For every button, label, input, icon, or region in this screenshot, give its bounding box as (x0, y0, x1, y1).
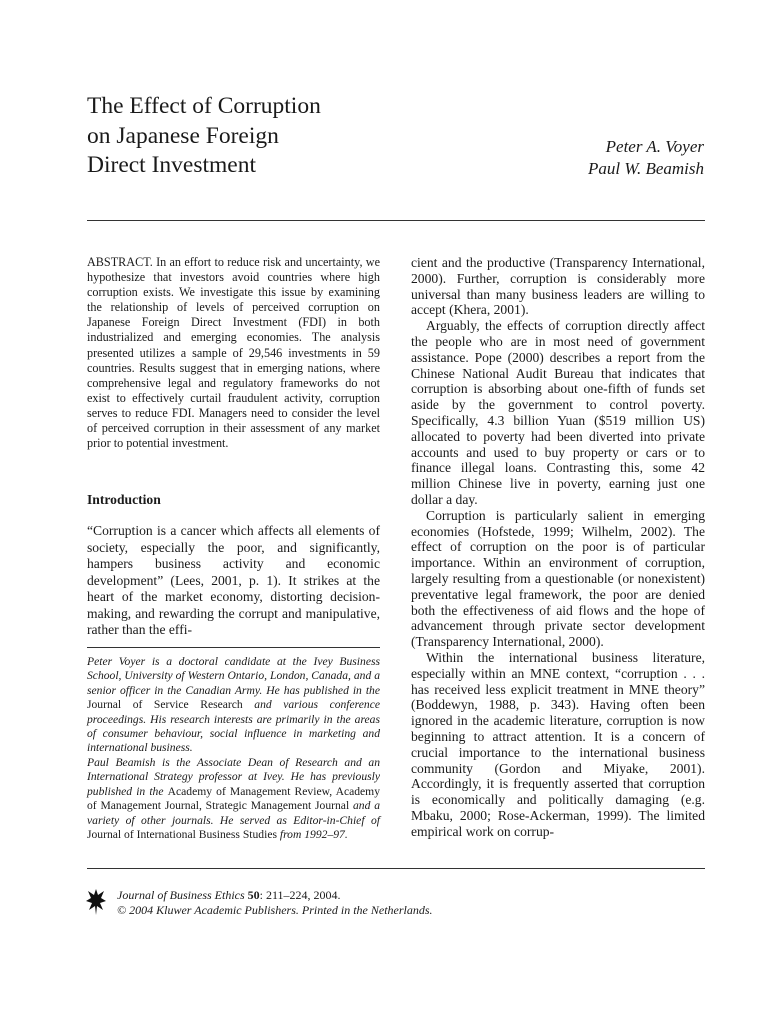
paragraph: Corruption is particularly salient in emerging economies (Hofstede, 1999; Wilhelm, 2002). The effect of corruption on the poor is of particular importance. Within an environment of corruption, largely resulting from a questionable (or nonexistent) preventative legal framework, the poor are denied both the effectiveness of aid flows and the hope of advancement through private sector development (Transparency International, 2000). (411, 507, 705, 650)
footnote-journal: Journal of Service Research (87, 698, 243, 712)
section-heading: Introduction (87, 492, 161, 507)
footer-divider (87, 868, 705, 869)
footnote-author-1 (87, 655, 380, 756)
author-name: Paul W. Beamish (587, 159, 704, 178)
footnote-text: and a variety of other journals. He served as Editor-in-Chief of (87, 799, 380, 827)
article-title (87, 92, 417, 181)
intro-text: “Corruption is a cancer which affects all elements of society, especially the poor, and significantly, hampers business activity and economic development” (Lees, 2001, p. 1). It strikes at the heart of the market economy, distorting decision-making, and rewarding the corrupt and manipulative, rather than the effi- (87, 523, 380, 637)
journal-name: Journal of Business Ethics (117, 888, 245, 902)
header-divider (87, 220, 705, 221)
footnote-text: Peter Voyer is a doctoral candidate at the Ivey Business School, University of Western Ontario, London, Canada, and a senior officer in the Canadian Army. He has published in the (87, 655, 380, 697)
journal-citation (117, 888, 433, 918)
title-line: Direct Investment (87, 152, 257, 178)
footnote-text: from 1992–97. (276, 828, 348, 842)
author-name: Peter A. Voyer (605, 137, 704, 156)
intro-paragraph (87, 523, 380, 639)
title-line: The Effect of Corruption (87, 93, 321, 119)
publisher-logo-icon (85, 887, 107, 917)
footnote-divider (87, 647, 380, 648)
title-line: on Japanese Foreign (87, 122, 279, 149)
abstract-text: ABSTRACT. In an effort to reduce risk and uncertainty, we hypothesize that investors avoid countries where high corruption exists. We investigate this issue by examining the relationship of levels of perceived corruption on Japanese Foreign Direct Investment (FDI) in both industrialized and emerging economies. The analysis presented utilizes a sample of 29,546 investments in 59 countries. Results suggest that in emerging nations, where comprehensive legal and regulatory frameworks do not exist to effectively curtail fraudulent activity, corruption serves to reduce FDI. Managers need to consider the level of perceived corruption in their assessment of any market prior to potential investment. (87, 255, 380, 451)
abstract (87, 255, 380, 451)
paragraph: cient and the productive (Transparency International, 2000). Further, corruption is considerably more universal than many business leaders are willing to accept (Khera, 2001). (411, 255, 705, 318)
copyright-line: © 2004 Kluwer Academic Publishers. Printed in the Netherlands. (117, 903, 433, 917)
journal-volume: 50 (247, 888, 260, 902)
footnote-author-2 (87, 756, 380, 842)
author-list (588, 136, 704, 180)
journal-pages: : 211–224, 2004. (259, 888, 341, 902)
footnote-text: and various conference proceedings. His research interests are primarily in the areas of consumer behaviour, social influence in marketing and international business. (87, 698, 380, 755)
right-column (411, 255, 705, 839)
footnote-journal: Journal of International Business Studies (87, 828, 277, 842)
paragraph: Arguably, the effects of corruption directly affect the people who are in most need of government assistance. Pope (2000) describes a report from the Chinese National Audit Bureau that indicates that corruption is absorbing about one-fifth of funds set aside by the government to control poverty. Specifically, 4.3 billion Yuan ($519 million US) allocated to poverty had been diverted into private accounts and used to buy property or cars or to finance illegal loans. Contrasting this, some 42 million Chinese live in poverty, earning just one dollar a day. (411, 318, 705, 507)
footnote-text: Paul Beamish is the Associate Dean of Research and an International Strategy professor at Ivey. He has previously published in the (87, 756, 380, 798)
footnote-journal: Academy of Management Review, Academy of Management Journal, Strategic Management Journal (87, 784, 380, 813)
paragraph: Within the international business literature, especially within an MNE context, “corruption . . . has received less explicit treatment in MNE theory” (Boddewyn, 1988, p. 343). Having often been ignored in the academic literature, corruption is now beginning to attract attention. It is a concern of crucial importance to the international business community (Gordon and Miyake, 2001). Accordingly, it is frequently asserted that corruption is economically and politically damaging (e.g. Mbaku, 2000; Rose-Ackerman, 1999). The limited empirical work on corrup- (411, 649, 705, 839)
